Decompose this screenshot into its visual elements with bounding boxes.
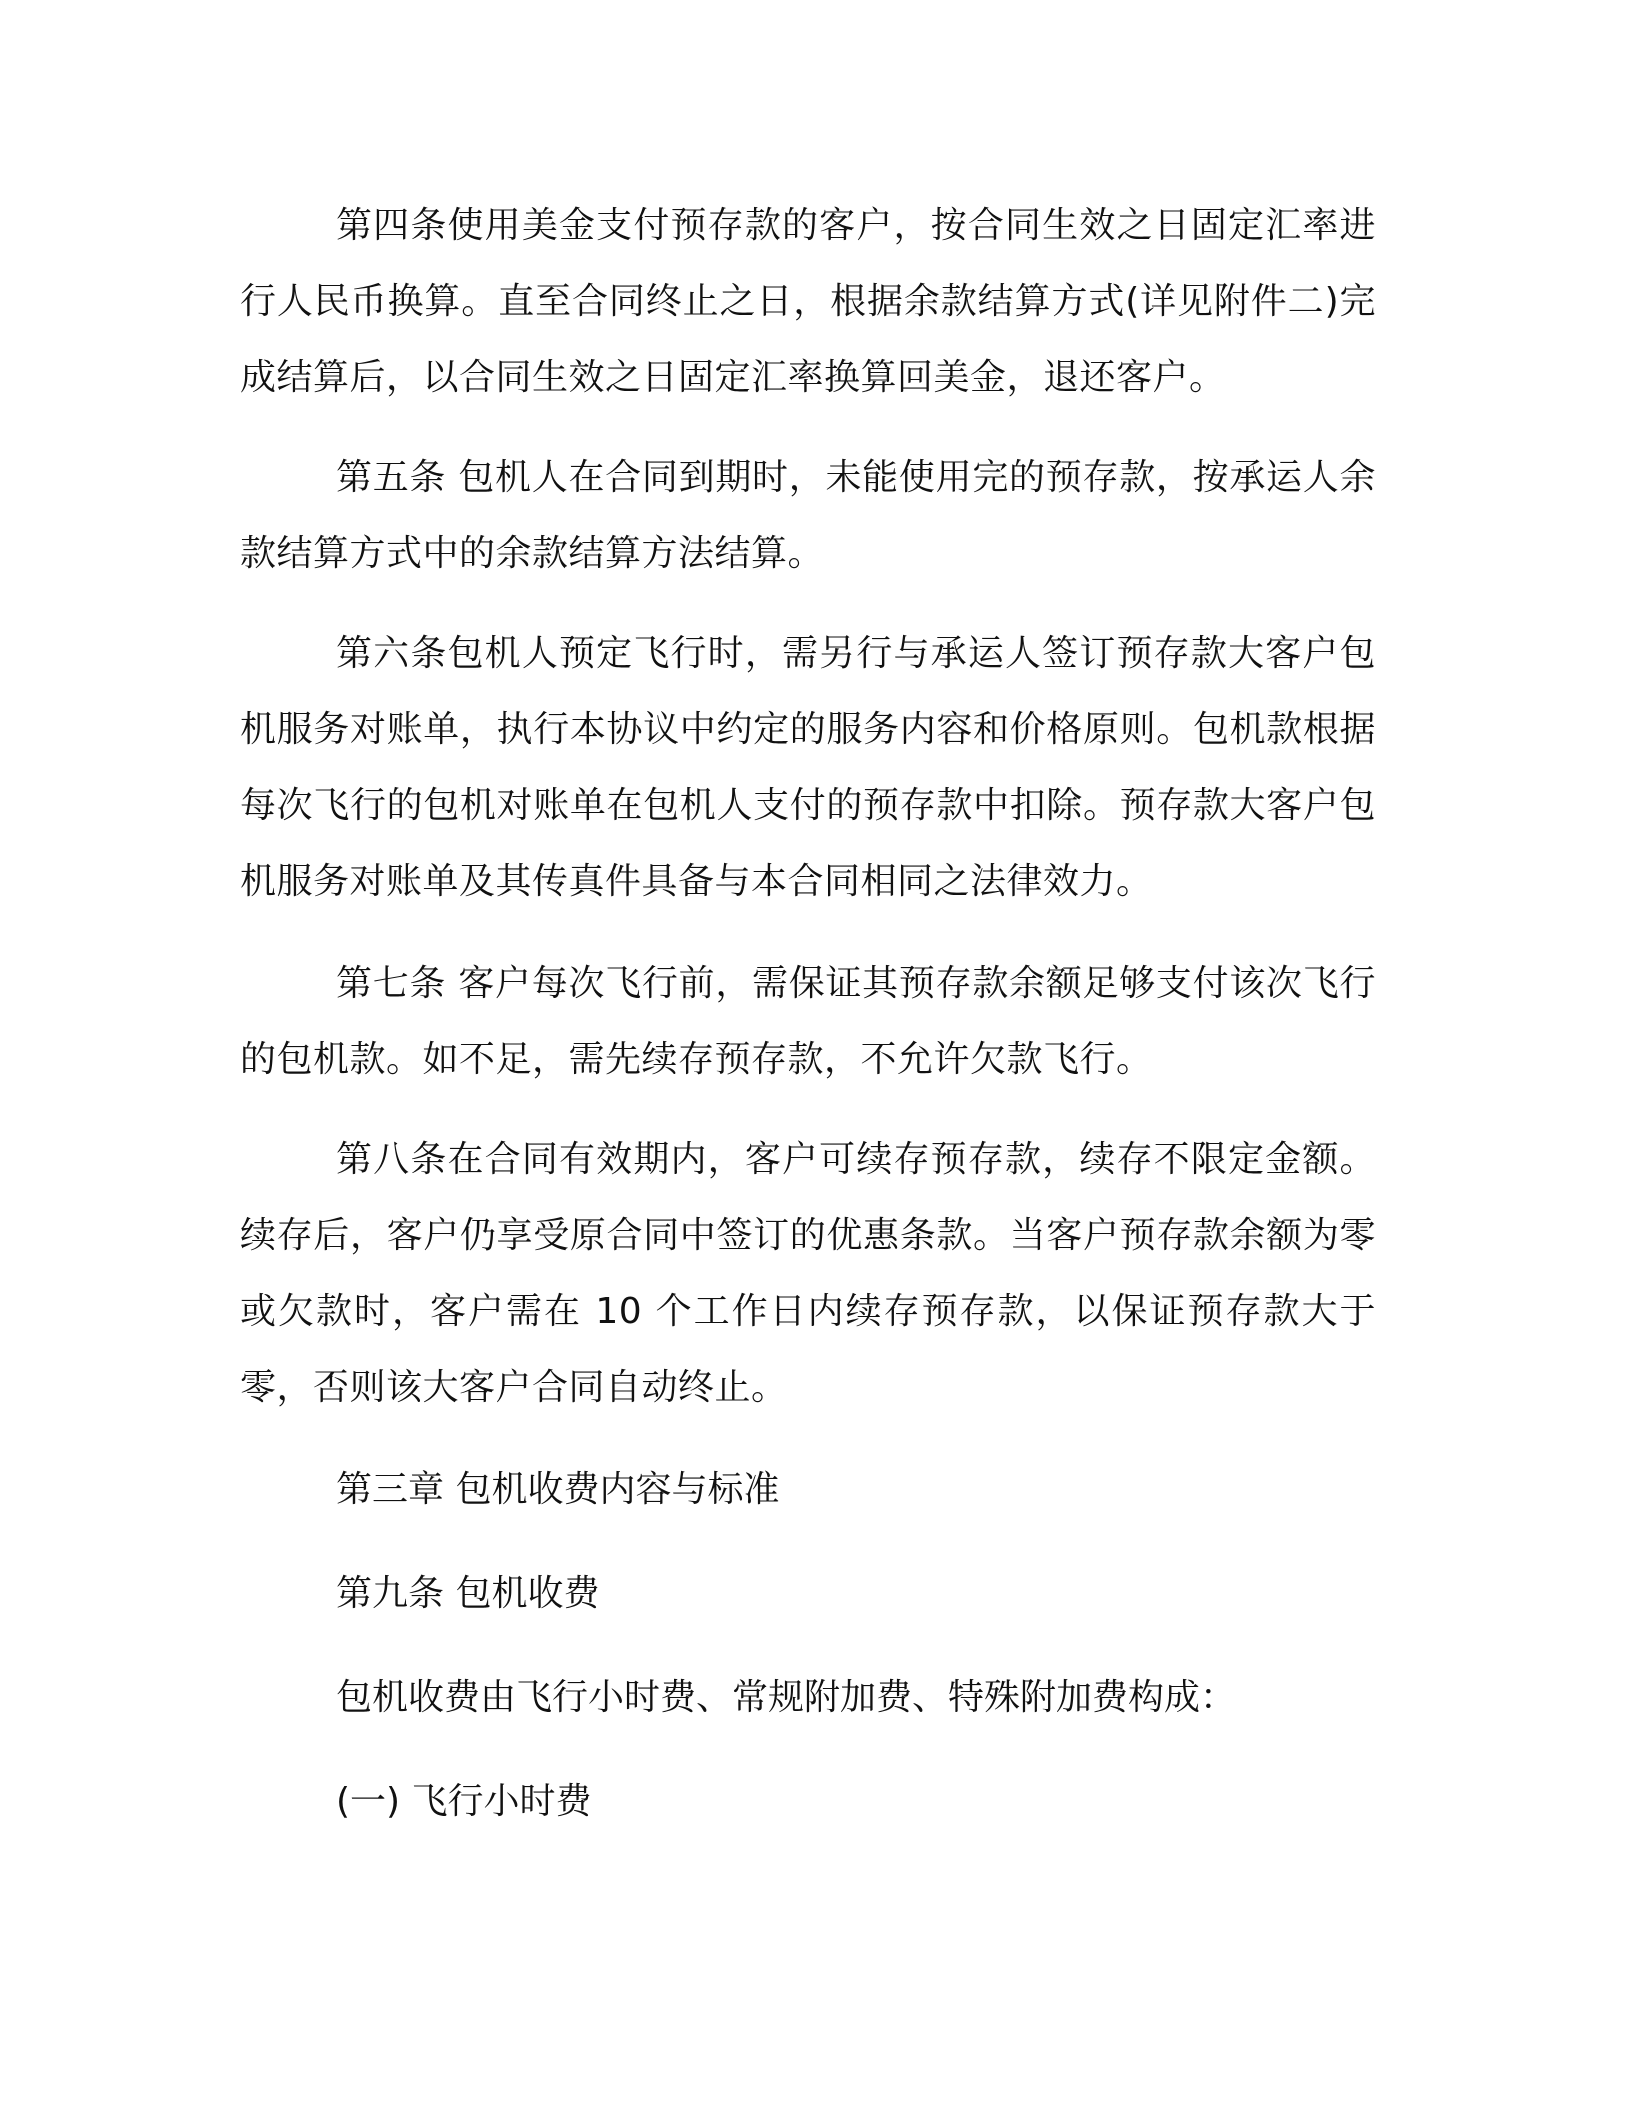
article-9-heading: 第九条 包机收费 xyxy=(336,1573,600,1614)
article-5-paragraph: 第五条 包机人在合同到期时，未能使用完的预存款，按承运人余款结算方式中的余款结算方法结算。 xyxy=(240,457,1376,574)
sub-item-flight-hour-fee: (一) 飞行小时费 xyxy=(336,1781,592,1822)
article-8-paragraph: 第八条在合同有效期内，客户可续存预存款，续存不限定金额。续存后，客户仍享受原合同中签订的优惠条款。当客户预存款余额为零或欠款时，客户需在 10 个工作日内续存预存款，以保证预存款大于零，否则该大客户合同自动终止。 xyxy=(240,1139,1376,1408)
chapter-3-heading: 第三章 包机收费内容与标准 xyxy=(336,1469,780,1510)
fee-composition-line: 包机收费由飞行小时费、常规附加费、特殊附加费构成： xyxy=(336,1677,1237,1718)
article-6-paragraph: 第六条包机人预定飞行时，需另行与承运人签订预存款大客户包机服务对账单，执行本协议中约定的服务内容和价格原则。包机款根据每次飞行的包机对账单在包机人支付的预存款中扣除。预存款大客户包机服务对账单及其传真件具备与本合同相同之法律效力。 xyxy=(240,633,1376,902)
article-7-paragraph: 第七条 客户每次飞行前，需保证其预存款余额足够支付该次飞行的包机款。如不足，需先续存预存款，不允许欠款飞行。 xyxy=(240,963,1376,1080)
article-4-paragraph: 第四条使用美金支付预存款的客户，按合同生效之日固定汇率进行人民币换算。直至合同终止之日，根据余款结算方式(详见附件二)完成结算后，以合同生效之日固定汇率换算回美金，退还客户。 xyxy=(240,205,1376,398)
